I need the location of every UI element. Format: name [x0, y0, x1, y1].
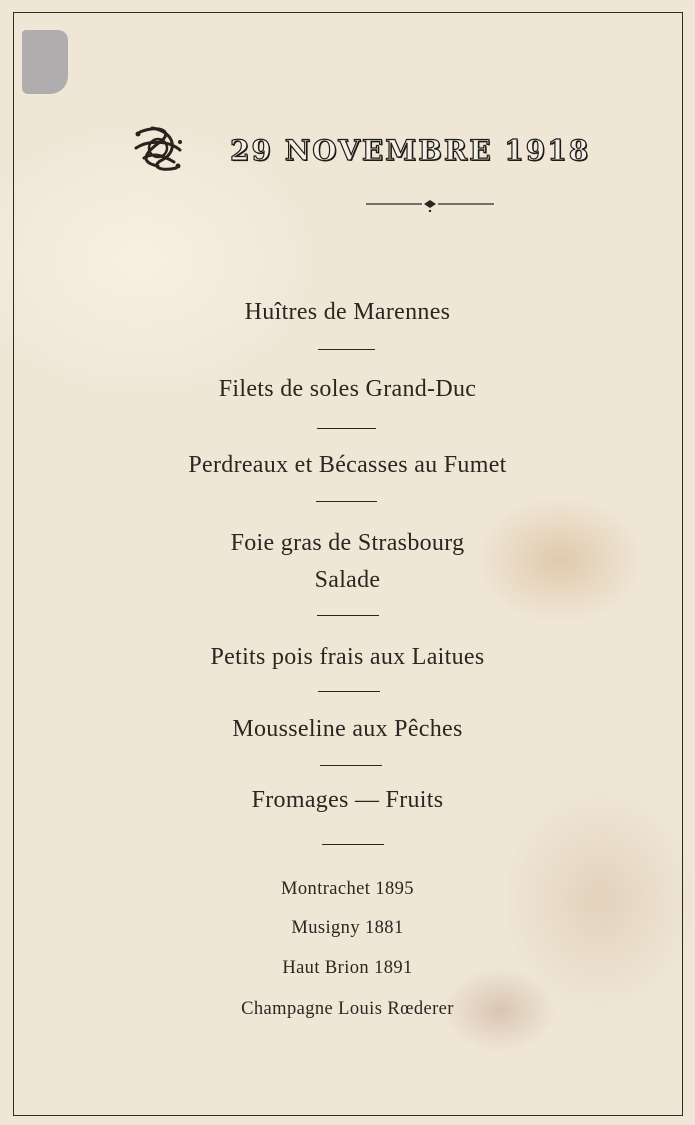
course-separator [318, 691, 380, 692]
course-item: Huîtres de Marennes [244, 299, 451, 325]
course-item: Petits pois frais aux Laitues [210, 644, 485, 670]
course-separator [320, 765, 382, 766]
course-item: Filets de soles Grand-Duc [218, 376, 477, 402]
wine-item: Musigny 1881 [291, 918, 404, 938]
course-item: Perdreaux et Bécasses au Fumet [188, 452, 507, 478]
course-item: Mousseline aux Pêches [232, 716, 463, 742]
course-item: Foie gras de Strasbourg [230, 530, 465, 556]
course-separator [317, 428, 376, 429]
course-item: Fromages — Fruits [251, 787, 444, 813]
course-separator [322, 844, 384, 845]
course-separator [318, 349, 375, 350]
wine-item: Montrachet 1895 [281, 879, 414, 899]
menu-date: 29 NOVEMBRE 1918 [230, 134, 591, 167]
wine-item: Champagne Louis Rœderer [241, 999, 454, 1019]
course-separator [316, 501, 377, 502]
menu-header [130, 118, 650, 178]
ornament-divider-icon [366, 196, 494, 212]
course-separator [317, 615, 379, 616]
wine-item: Haut Brion 1891 [282, 958, 413, 978]
monogram-seal-icon [130, 122, 186, 174]
course-item: Salade [314, 567, 381, 593]
